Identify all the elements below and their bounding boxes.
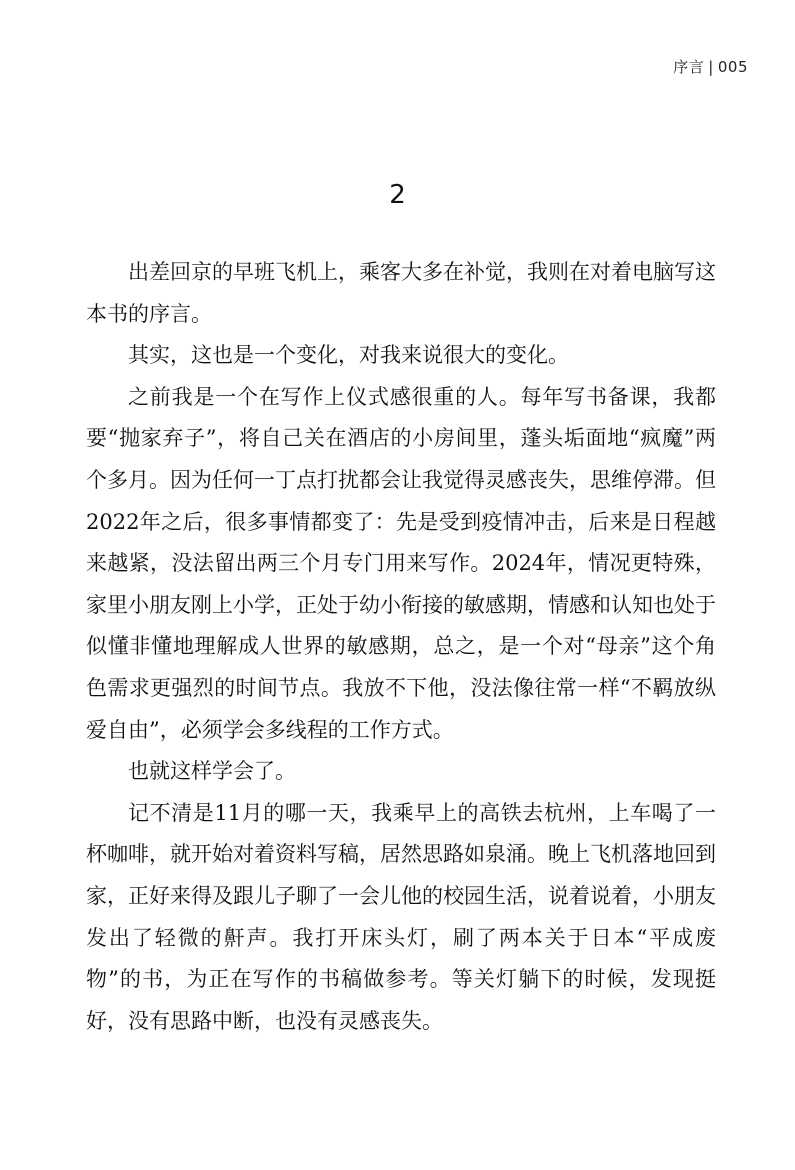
paragraph: 记不清是11月的哪一天，我乘早上的高铁去杭州，上车喝了一杯咖啡，就开始对着资料写稿，居然思路如泉涌。晚上飞机落地回到家，正好来得及跟儿子聊了一会儿他的校园生活，说着说着，小朋友发出了轻微的鼾声。我打开床头灯，刷了两本关于日本“平成废物”的书，为正在写作的书稿做参考。等关灯躺下的时候，发现挺好，没有思路中断，也没有灵感丧失。	[86, 800, 716, 1033]
section-title: 序言	[673, 58, 705, 76]
page-number: 005	[717, 58, 748, 76]
chapter-number: 2	[389, 180, 406, 210]
paragraph: 之前我是一个在写作上仪式感很重的人。每年写书备课，我都要“抛家弃子”，将自己关在酒店的小房间里，蓬头垢面地“疯魔”两个多月。因为任何一丁点打扰都会让我觉得灵感丧失，思维停滞。但2022年之后，很多事情都变了：先是受到疫情冲击，后来是日程越来越紧，没法留出两三个月专门用来写作。2024年，情况更特殊，家里小朋友刚上小学，正处于幼小衔接的敏感期，情感和认知也处于似懂非懂地理解成人世界的敏感期，总之，是一个对“母亲”这个角色需求更强烈的时间节点。我放不下他，没法像往常一样“不羁放纵爱自由”，必须学会多线程的工作方式。	[86, 384, 716, 742]
paragraph: 出差回京的早班飞机上，乘客大多在补觉，我则在对着电脑写这本书的序言。	[86, 260, 716, 326]
body-text	[86, 252, 716, 1042]
paragraph: 也就这样学会了。	[128, 759, 296, 784]
running-head	[673, 56, 748, 77]
header-separator: |	[708, 58, 714, 76]
paragraph: 其实，这也是一个变化，对我来说很大的变化。	[128, 343, 569, 368]
